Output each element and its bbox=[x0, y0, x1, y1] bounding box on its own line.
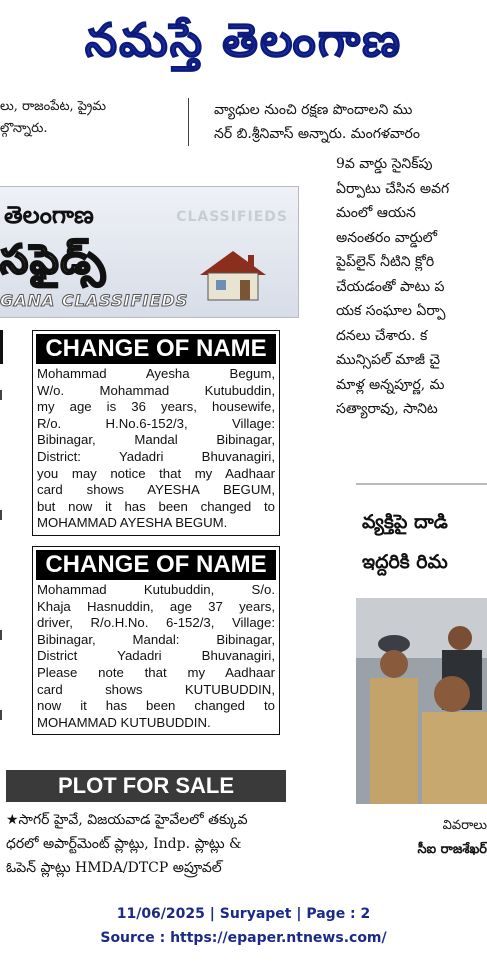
ad-heading: CHANGE OF NAME bbox=[36, 550, 276, 580]
headline-line: వ్యక్తిపై దాడి bbox=[362, 511, 448, 533]
ad-body bbox=[33, 582, 279, 734]
masthead bbox=[0, 0, 487, 92]
change-of-name-ad-1 bbox=[32, 330, 280, 536]
text-line: ఏర్పాటు చేసిన అవగ bbox=[336, 180, 450, 197]
source-link[interactable]: Source : https://epaper.ntnews.com/ bbox=[100, 930, 387, 946]
news-photo bbox=[356, 598, 487, 804]
text-line: యక సంఘాల ఏర్పా bbox=[336, 303, 446, 319]
banner-classifieds-text: సఫైడ్స్ bbox=[0, 237, 107, 283]
plot-body bbox=[6, 808, 286, 880]
ad-line: MOHAMMAD KUTUBUDDIN. bbox=[37, 714, 211, 730]
text-line: మాళ్ల అన్నపూర్ణ, మ bbox=[336, 376, 445, 393]
section-divider bbox=[356, 483, 487, 485]
ad-line: my age is 36 years, housewife, bbox=[37, 399, 275, 415]
plot-for-sale-ad bbox=[6, 770, 286, 880]
change-of-name-ad-2 bbox=[32, 546, 280, 735]
ad-line: you may notice that my Aadhaar bbox=[37, 465, 275, 481]
text-line: లు, రాజంపేట, ప్రైమ bbox=[0, 99, 107, 114]
ad-line: Mohammad Ayesha Begum, bbox=[37, 366, 275, 381]
ad-body bbox=[33, 366, 279, 535]
text-line: నర్ బి.శ్రీనివాస్ అన్నారు. మంగళవారం bbox=[214, 126, 420, 142]
ad-line: card shows KUTUBUDDIN, bbox=[37, 681, 275, 697]
plot-line: ఓపెన్ ప్లాట్లు HMDA/DTCP అప్రూవల్ bbox=[6, 860, 222, 876]
ad-line: Mohammad Kutubuddin, S/o. bbox=[37, 582, 275, 597]
right-article-body bbox=[336, 152, 487, 422]
news-headline bbox=[362, 502, 487, 582]
ad-line: Bibinagar, Mandal: Bibinagar, bbox=[37, 631, 275, 647]
text-line: దనలు చేశారు. క bbox=[336, 327, 428, 344]
headline-line: ఇద్దరికి రిమ bbox=[362, 551, 448, 573]
text-line: అనంతరం వార్డులో bbox=[336, 229, 438, 246]
ad-line: now it has been changed to bbox=[37, 698, 275, 714]
ad-line: Please note that my Aadhaar bbox=[37, 664, 275, 680]
ad-line: card shows AYESHA BEGUM, bbox=[37, 482, 275, 498]
classifieds-banner bbox=[0, 186, 299, 318]
house-icon bbox=[198, 249, 268, 301]
ad-line: but now it has been changed to bbox=[37, 498, 275, 514]
ad-heading: CHANGE OF NAME bbox=[36, 334, 276, 364]
text-line: ల్గొన్నారు. bbox=[0, 121, 48, 136]
ad-line: W/o. Mohammad Kutubuddin, bbox=[37, 382, 275, 398]
plot-line: ★సాగర్ హైవే, విజయవాడ హైవేలలో తక్కువ bbox=[6, 812, 248, 828]
edition-info: 11/06/2025 | Suryapet | Page : 2 bbox=[116, 906, 371, 922]
ad-line: MOHAMMAD AYESHA BEGUM. bbox=[37, 515, 228, 531]
right-article-top-fragment bbox=[214, 98, 487, 146]
photo-caption bbox=[356, 814, 487, 862]
column-divider bbox=[188, 98, 189, 146]
text-line: చేయడంతో పాటు ప bbox=[336, 278, 445, 295]
plot-line: ధరలో అపార్ట్‌మెంట్ ప్లాట్లు, Indp. ప్లాట్లు & bbox=[6, 836, 242, 852]
text-line: సత్యారావు, సానిట bbox=[336, 401, 438, 417]
text-line: వ్యాధుల నుంచి రక్షణ పొందాలని ము bbox=[214, 102, 413, 118]
banner-ghost-text: CLASSIFIEDS bbox=[176, 209, 288, 225]
left-edge-marks bbox=[0, 330, 6, 750]
ad-line: District: Yadadri Bhuvanagiri, bbox=[37, 448, 275, 464]
plot-heading: PLOT FOR SALE bbox=[6, 770, 286, 802]
ad-line: Khaja Hasnuddin, age 37 years, bbox=[37, 598, 275, 614]
left-article-fragment bbox=[0, 96, 180, 140]
caption-line: వివరాలు bbox=[442, 818, 487, 833]
banner-telangana-text: తెలంగాణ bbox=[4, 201, 94, 229]
banner-subtitle: GANA CLASSIFIEDS bbox=[0, 291, 189, 310]
ad-line: Bibinagar, Mandal Bibinagar, bbox=[37, 432, 275, 448]
caption-line: సీఐ రాజశేఖర్ bbox=[417, 842, 487, 857]
ad-line: District Yadadri Bhuvanagiri, bbox=[37, 648, 275, 664]
page-footer bbox=[0, 902, 487, 950]
ad-line: R/o. H.No.6-152/3, Village: bbox=[37, 415, 275, 431]
ad-line: driver, R/o.H.No. 6-152/3, Village: bbox=[37, 615, 275, 631]
text-line: పైప్‌లైన్ నీటిని క్లోరి bbox=[336, 254, 435, 270]
text-line: 9వ వార్డు సైనిక్‌పు bbox=[336, 156, 433, 172]
text-line: మున్సిపల్ మాజీ చై bbox=[336, 352, 441, 368]
text-line: మంలో ఆయన bbox=[336, 205, 416, 221]
newspaper-title: నమస్తే తెలంగాణ bbox=[84, 13, 403, 67]
